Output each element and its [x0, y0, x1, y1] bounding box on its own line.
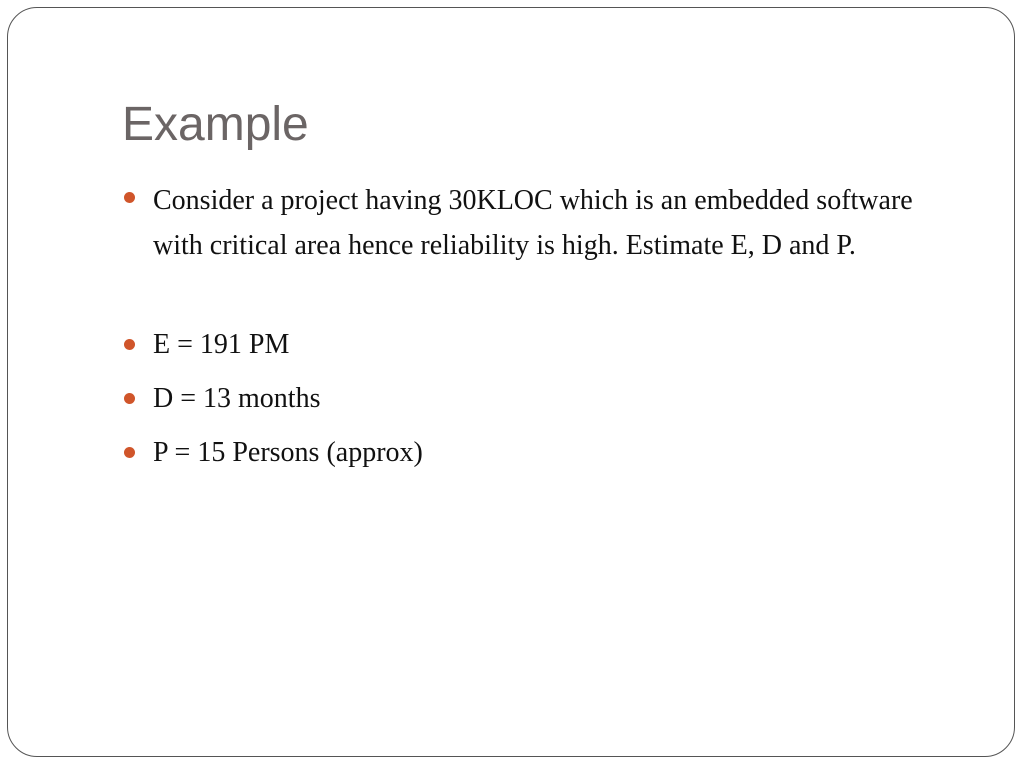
bullet-text: E = 191 PM	[153, 329, 290, 360]
bullet-list	[122, 178, 962, 489]
bullet-item-persons	[122, 435, 962, 471]
slide-title: Example	[122, 98, 309, 151]
bullet-item-duration	[122, 381, 962, 417]
bullet-dot-icon	[124, 339, 135, 350]
bullet-item-effort	[122, 327, 962, 363]
bullet-text: P = 15 Persons (approx)	[153, 437, 423, 468]
bullet-text: D = 13 months	[153, 383, 321, 414]
slide-frame	[7, 7, 1015, 757]
bullet-dot-icon	[124, 447, 135, 458]
bullet-text: Consider a project having 30KLOC which is an embedded software with critical area hence reliability is high. Estimate E, D and P.	[153, 185, 913, 261]
bullet-dot-icon	[124, 192, 135, 203]
bullet-dot-icon	[124, 393, 135, 404]
bullet-item-problem	[122, 178, 962, 268]
